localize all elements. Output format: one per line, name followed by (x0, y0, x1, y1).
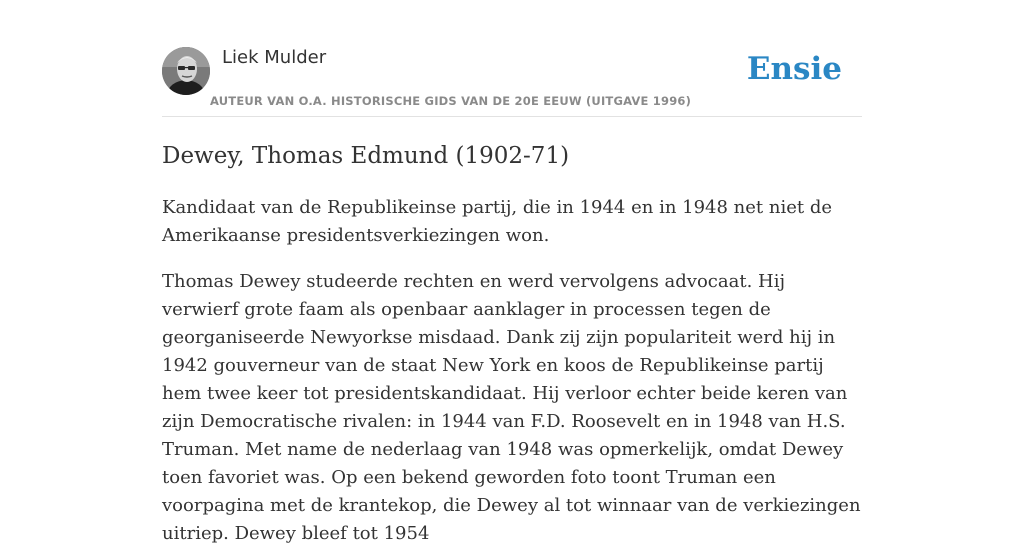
author-avatar[interactable] (162, 47, 210, 95)
article-intro: Kandidaat van de Republikeinse partij, die in 1944 en in 1948 net niet de Amerikaanse presidentsverkiezingen won. (162, 197, 833, 246)
article-page (162, 0, 862, 548)
article-body (162, 194, 862, 548)
article-paragraph: Thomas Dewey studeerde rechten en werd vervolgens advocaat. Hij verwierf grote faam als openbaar aanklager in processen tegen de georganiseerde Newyorkse misdaad. Dank zij zijn populariteit werd hij in 1942 gouverneur van de staat New York en koos de Republikeinse partij hem twee keer tot presidentskandidaat. Hij verloor echter beide keren van zijn Democratische rivalen: in 1944 van F.D. Roosevelt en in 1948 van H.S. Truman. Met name de nederlaag van 1948 was opmerkelijk, omdat Dewey toen favoriet was. Op een bekend geworden foto toont Truman een voorpagina met de krantekop, die Dewey al tot winnaar van de verkiezingen uitriep. Dewey bleef tot 1954 (162, 271, 861, 544)
ensie-logo[interactable]: Ensie (746, 51, 842, 87)
author-header (162, 0, 862, 117)
author-portrait-icon (162, 47, 210, 95)
author-description: AUTEUR VAN O.A. HISTORISCHE GIDS VAN DE 20E EEUW (UITGAVE 1996) (210, 94, 692, 108)
article-title: Dewey, Thomas Edmund (1902-71) (162, 143, 570, 169)
author-name[interactable]: Liek Mulder (222, 47, 327, 68)
